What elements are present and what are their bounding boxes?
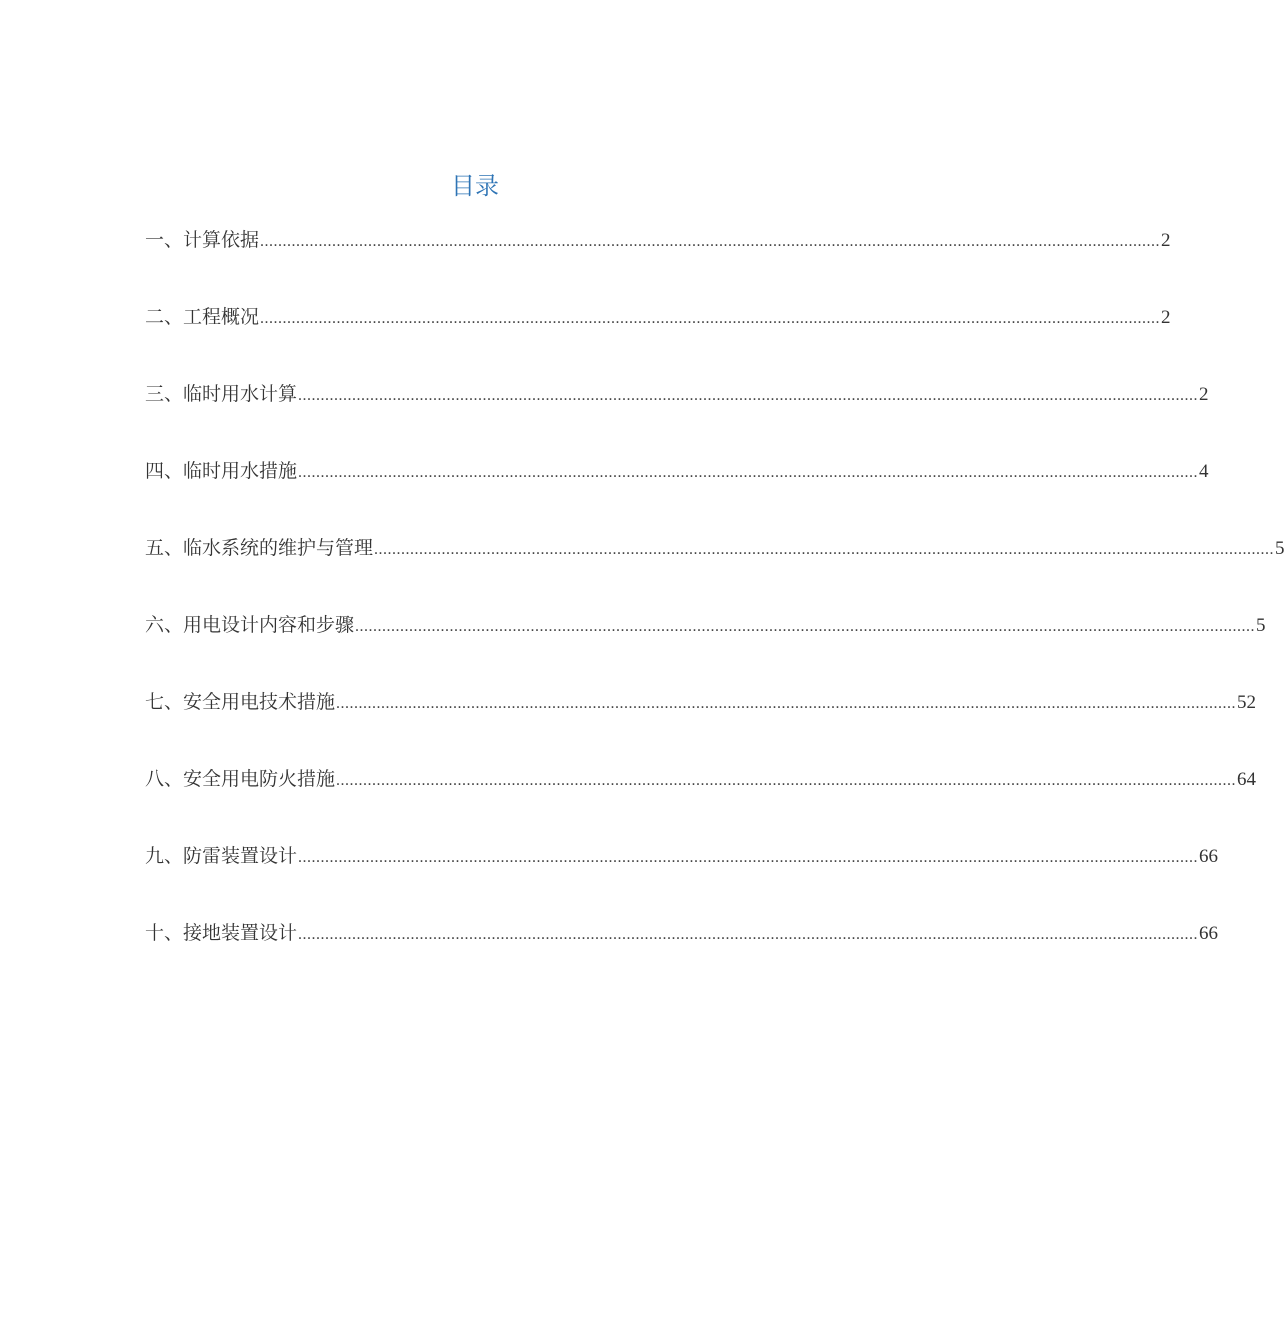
toc-title: 目录 <box>451 172 499 200</box>
toc-entry-label: 二、工程概况 <box>145 306 260 328</box>
toc-entry[interactable] <box>145 919 1219 996</box>
toc-dot-leader: ........................................................................................................................................................................................................ <box>374 541 1275 558</box>
toc-entry-page: 52 <box>1237 692 1257 713</box>
toc-entry-page: 2 <box>1161 307 1171 328</box>
toc-dot-leader: ........................................................................................................................................................................................................ <box>298 387 1199 404</box>
toc-dot-leader: ........................................................................................................................................................................................................ <box>298 849 1199 866</box>
toc-entry-label: 一、计算依据 <box>145 229 260 251</box>
toc-entry-page: 2 <box>1161 230 1171 251</box>
toc-entry[interactable] <box>145 534 1285 611</box>
toc-entry-label: 九、防雷装置设计 <box>145 845 298 867</box>
toc-entry-page: 5 <box>1275 538 1285 559</box>
toc-entry[interactable] <box>145 765 1257 842</box>
toc-entry[interactable] <box>145 457 1209 534</box>
toc-entry[interactable] <box>145 688 1257 765</box>
toc-dot-leader: ........................................................................................................................................................................................................ <box>355 618 1256 635</box>
toc-entry-page: 64 <box>1237 769 1257 790</box>
toc-entry-page: 66 <box>1199 846 1219 867</box>
toc-dot-leader: ........................................................................................................................................................................................................ <box>336 695 1237 712</box>
toc-entry-label: 十、接地装置设计 <box>145 922 298 944</box>
toc-entry-label: 六、用电设计内容和步骤 <box>145 614 355 636</box>
toc-entry-label: 三、临时用水计算 <box>145 383 298 405</box>
toc-entry-page: 2 <box>1199 384 1209 405</box>
toc-entry-label: 五、临水系统的维护与管理 <box>145 537 374 559</box>
toc-dot-leader: ........................................................................................................................................................................................................ <box>260 233 1161 250</box>
toc-dot-leader: ........................................................................................................................................................................................................ <box>260 310 1161 327</box>
toc-entry[interactable] <box>145 611 1266 688</box>
toc-list <box>145 226 1285 996</box>
toc-entry-label: 八、安全用电防火措施 <box>145 768 336 790</box>
toc-entry-label: 四、临时用水措施 <box>145 460 298 482</box>
toc-entry[interactable] <box>145 380 1209 457</box>
toc-dot-leader: ........................................................................................................................................................................................................ <box>336 772 1237 789</box>
toc-entry-page: 4 <box>1199 461 1209 482</box>
toc-dot-leader: ........................................................................................................................................................................................................ <box>298 926 1199 943</box>
toc-entry[interactable] <box>145 842 1219 919</box>
toc-entry-label: 七、安全用电技术措施 <box>145 691 336 713</box>
toc-dot-leader: ........................................................................................................................................................................................................ <box>298 464 1199 481</box>
toc-entry-page: 66 <box>1199 923 1219 944</box>
toc-entry[interactable] <box>145 226 1171 303</box>
toc-entry[interactable] <box>145 303 1171 380</box>
toc-entry-page: 5 <box>1256 615 1266 636</box>
